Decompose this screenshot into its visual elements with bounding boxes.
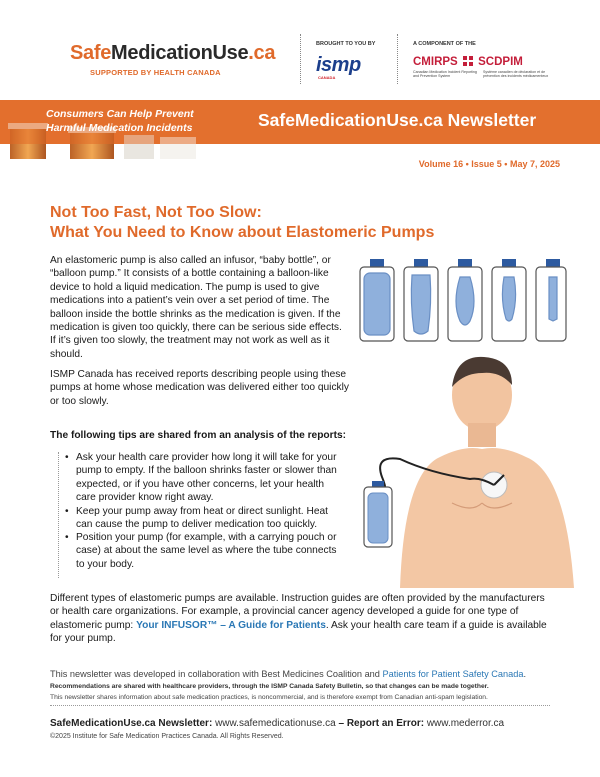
newsletter-url[interactable]: www.safemedicationuse.ca [215,718,336,729]
issue-info: Volume 16 • Issue 5 • May 7, 2025 [418,159,560,169]
banner-tagline: Consumers Can Help Prevent Harmful Medication Incidents [46,108,194,134]
paragraph-intro: An elastomeric pump is also called an infusor, “baby bottle”, or “balloon pump.” It consists of a bottle containing a balloon-like device to hold a liquid medication. The pump is used to give medications into a patient’s vein over a set period of time. The balloon inside the bottle shrinks as the medication is given. If the medication is given too quickly, there can be serious side effects. If it’s given too slowly, the treatment may not work as well as it should. [50,255,342,360]
article-headline: Not Too Fast, Not Too Slow: What You Need to Know about Elastomeric Pumps [50,204,435,241]
footer-divider [50,705,550,706]
divider [397,34,398,84]
cmirps-cross-icon [463,56,473,66]
divider [300,34,301,84]
infusor-guide-link[interactable]: Your INFUSOR™ – A Guide for Patients [136,619,326,631]
paragraph-guides: Different types of elastomeric pumps are available. Instruction guides are often provided by the manufacturers or health care organizations. For example, a provincial cancer agency developed a guide for one type of elastomeric pump: Your INFUSOR™ – A Guide for Patients. Ask your health care team if a guide is available for your pump. [50,593,547,645]
tips-heading: The following tips are shared from an analysis of the reports: [50,430,347,441]
masthead [0,0,600,95]
tip-item: • Keep your pump away from heat or direct sunlight. Heat can cause the pump to deliver medication too quickly. [76,505,344,532]
recommendations-note: Recommendations are shared with healthcare providers, through the ISMP Canada Safety Bulletin, so that changes can be made together. [50,683,489,690]
pps-canada-link[interactable]: Patients for Patient Safety Canada [382,669,524,679]
site-logo[interactable]: SafeMedicationUse.ca [70,42,276,64]
logo-subtitle: SUPPORTED BY HEALTH CANADA [90,68,221,77]
report-error-url[interactable]: www.mederror.ca [426,718,505,729]
anti-spam-notice: This newsletter shares information about safe medication practices, is noncommercial, and is therefore exempt from Canadian anti-spam legislation. [50,694,488,701]
paragraph-reports: ISMP Canada has received reports describing people using these pumps at home whose medication was delivered either too quickly or too slowly. [50,369,349,407]
cmirps-en-subtitle: Canadian Medication Incident Reporting and Prevention System [413,70,477,79]
cmirps-fr-subtitle: Système canadien de déclaration et de prévention des incidents médicamenteux [483,70,549,79]
copyright: ©2025 Institute for Safe Medication Practices Canada. All Rights Reserved. [50,733,284,740]
cmirps-fr: SCDPIM [478,56,523,68]
ismp-logo[interactable] [316,54,368,78]
component-label: A COMPONENT OF THE [413,41,476,47]
cmirps-en: CMIRPS [413,56,458,68]
pump-stages-illustration [356,255,568,343]
patient-with-pump-illustration [360,353,580,588]
banner-title: SafeMedicationUse.ca Newsletter [258,110,537,130]
collaboration-note: This newsletter was developed in collaboration with Best Medicines Coalition and Patients for Patient Safety Canada. [50,669,526,679]
ismp-country: CANADA [318,75,336,80]
cmirps-logo[interactable] [413,56,523,68]
tip-item: • Ask your health care provider how long it will take for your pump to empty. If the balloon shrinks faster or slower than expected, or if you have other concerns, let your health care provider know right away. [76,451,344,505]
tip-item: • Position your pump (for example, with a carrying pouch or case) at about the same level as where the tube connects to your body. [76,531,344,571]
footer-links: SafeMedicationUse.ca Newsletter: www.safemedicationuse.ca – Report an Error: www.mederror.ca [50,718,505,729]
brought-by-label: BROUGHT TO YOU BY [316,41,376,47]
ismp-wordmark: ismp [316,54,361,76]
